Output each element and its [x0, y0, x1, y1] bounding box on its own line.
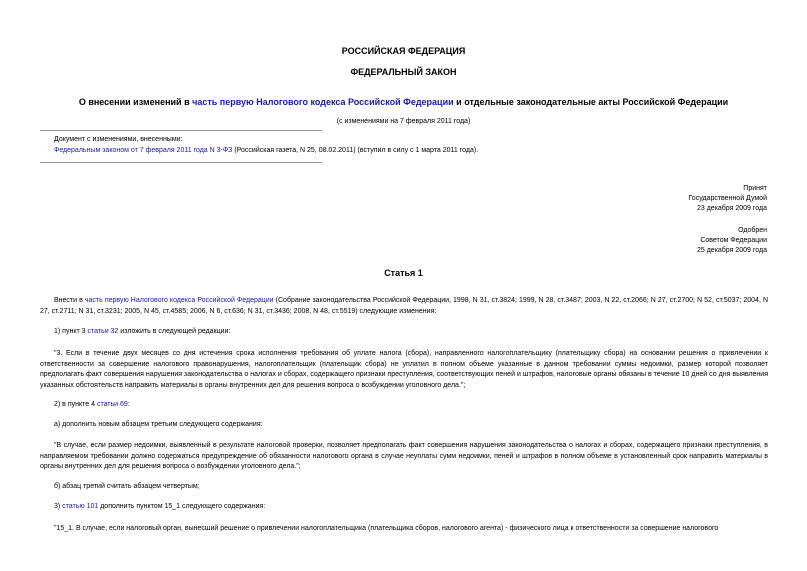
note-divider-bottom — [40, 162, 322, 163]
article-32-link[interactable]: статьи 32 — [87, 328, 119, 335]
approved-label: Одобрен — [738, 227, 767, 234]
item-1-text: изложить в следующей редакции: — [118, 328, 231, 335]
article-intro — [40, 296, 768, 317]
tax-code-part-link[interactable]: часть первую Налогового кодекса Российской Федерации — [84, 297, 274, 304]
item-1-prefix: 1) пункт 3 — [54, 328, 88, 335]
tax-code-link[interactable]: часть первую Налогового кодекса Российской Федерации — [192, 97, 454, 107]
item-2 — [54, 401, 130, 408]
law-title-suffix: и отдельные законодательные акты Российской Федерации — [453, 97, 729, 107]
approved-block — [527, 226, 767, 256]
item-3-prefix: 3) — [54, 503, 63, 510]
accepted-label: Принят — [743, 185, 767, 192]
edition-note: (с изменениями на 7 февраля 2011 года) — [336, 118, 471, 125]
accepted-date: 23 декабря 2009 года — [696, 205, 767, 212]
quote-1: "3. Если в течение двух месяцев со дня истечения срока исполнения требования об уплате налога (сбора), направленного налогоплательщику (плательщику сбора) на основании решения о привлечении к ответственности за совершение налогового правонарушения, налогоплательщик (плательщик сбора) не уплатил в полном объеме указанные в данном требовании суммы недоимки, размер которой позволяет предполагать факт совершения нарушения законодательства о налогах и сборах, содержащего признаки преступления, соответствующих пеней и штрафов, налоговые органы обязаны в течение 10 дней со дня выявления указанных обстоятельств направить материалы в органы внутренних дел для решения вопроса о возбуждении уголовного дела."; — [40, 350, 768, 389]
accepted-body: Государственной Думой — [688, 195, 767, 202]
law-title-prefix: О внесении изменений в — [78, 97, 193, 107]
note-divider-top — [40, 130, 322, 131]
federal-law-link[interactable]: Федеральным законом от 7 февраля 2011 года N 3-ФЗ — [54, 147, 233, 154]
article-69-link[interactable]: статьи 69 — [96, 401, 128, 408]
item-2-text: : — [127, 401, 130, 408]
approved-body: Советом Федерации — [700, 237, 767, 244]
article-heading: Статья 1 — [384, 268, 423, 278]
item-3 — [54, 503, 265, 510]
item-2-prefix: 2) в пункте 4 — [54, 401, 97, 408]
quote-2: "В случае, если размер недоимки, выявленный в результате налоговой проверки, позволяет предполагать факт совершения нарушения законодательства о налогах и сборах, содержащего признаки преступления, в направляемом требовании должно содержаться предупреждение об обязанности налогового органа в случае неуплаты сумм недоимки, пеней и штрафов в полном объеме в установленный срок направить материалы в органы внутренних дел для решения вопроса о возбуждении уголовного дела."; — [40, 442, 768, 470]
amendments-source — [54, 146, 478, 156]
amendments-label: Документ с изменениями, внесенными: — [54, 136, 183, 143]
article-101-link[interactable]: статью 101 — [62, 503, 99, 510]
accepted-block — [527, 184, 767, 214]
item-2b: б) абзац третий считать абзацем четвертым; — [54, 483, 200, 490]
quote-3: "15_1. В случае, если налоговый орган, вынесший решение о привлечении налогоплательщика (плательщика сборов, налогового агента) - физического лица к ответственности за совершение налогового — [54, 525, 719, 532]
article-intro-text: (Собрание законодательства Российской Федерации, 1998, N 31, ст.3824; 1999, N 28, ст.3487; 2003, N 22, ст.2066; N 27, ст.2700; N 52, ст.5037; 2004, N 27, ст.2711; N 31, ст.3231; 2005, N 45, ст.4585; 2006, N 6, ст.636; N 31, ст.3436; 2008, N 48, ст.5519) следующие изменения: — [40, 297, 769, 315]
approved-date: 25 декабря 2009 года — [696, 247, 767, 254]
item-1 — [54, 328, 230, 335]
item-3-text: дополнить пунктом 15_1 следующего содержания: — [98, 503, 266, 510]
law-title — [0, 97, 807, 107]
article-intro-prefix: Внести в — [54, 297, 85, 304]
amendments-source-details: (Российская газета, N 25, 08.02.2011) (вступил в силу с 1 марта 2011 года). — [232, 147, 479, 154]
country-heading: РОССИЙСКАЯ ФЕДЕРАЦИЯ — [341, 46, 466, 56]
item-2a: а) дополнить новым абзацем третьим следующего содержания: — [54, 421, 263, 428]
law-type-heading: ФЕДЕРАЛЬНЫЙ ЗАКОН — [350, 67, 457, 77]
